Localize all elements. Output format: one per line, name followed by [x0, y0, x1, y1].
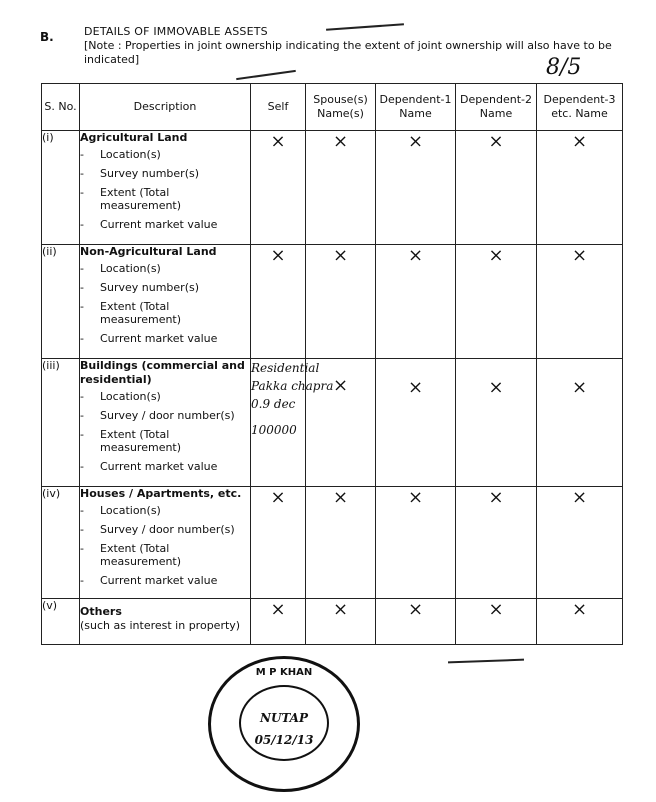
row-title: Others — [80, 605, 122, 618]
sub-item: - Extent (Total measurement) — [80, 186, 250, 212]
row-title: Houses / Apartments, etc. — [80, 487, 242, 500]
handwritten-line: Residential — [251, 361, 320, 375]
row-title: Non-Agricultural Land — [80, 245, 217, 258]
row-description — [80, 359, 251, 487]
dependent-1-cell: × — [376, 599, 456, 645]
sub-item: - Current market value — [80, 460, 250, 473]
sub-item: - Current market value — [80, 332, 250, 345]
seal-outer-text: M P KHAN — [255, 667, 313, 678]
sub-item: - Extent (Total measurement) — [80, 542, 250, 568]
handwritten-line: Pakka chapra — [251, 379, 334, 393]
dependent-1-cell: × — [376, 131, 456, 245]
dependent-3-cell: × — [537, 131, 623, 245]
dependent-1-cell: × — [376, 487, 456, 599]
section-letter: B. — [40, 30, 54, 44]
spouse-cell: × — [306, 131, 376, 245]
sub-item: - Survey / door number(s) — [80, 523, 250, 536]
dependent-2-cell: × — [456, 599, 537, 645]
handwritten-stroke — [326, 23, 404, 30]
sub-item: - Extent (Total measurement) — [80, 300, 250, 326]
header-dependent-2: Dependent-2 Name — [456, 84, 537, 131]
section-title: DETAILS OF IMMOVABLE ASSETS — [84, 25, 268, 38]
self-cell: × — [251, 487, 306, 599]
header-sno: S. No. — [42, 84, 80, 131]
table-row — [42, 359, 623, 487]
self-cell-handwritten — [251, 359, 334, 487]
spouse-cell: × — [306, 359, 376, 487]
table-row — [42, 131, 623, 245]
sub-item: - Location(s) — [80, 148, 250, 161]
sub-item: - Extent (Total measurement) — [80, 428, 250, 454]
row-number: (i) — [42, 131, 80, 245]
dependent-2-cell: × — [456, 487, 537, 599]
sub-item: - Survey number(s) — [80, 167, 250, 180]
official-seal — [208, 656, 360, 792]
sub-item: - Location(s) — [80, 504, 250, 517]
header-description: Description — [80, 84, 251, 131]
self-cell: × — [251, 599, 306, 645]
self-cell: × — [251, 245, 306, 359]
handwritten-line: 0.9 dec — [251, 397, 296, 411]
sub-item: - Current market value — [80, 218, 250, 231]
sub-item: - Survey number(s) — [80, 281, 250, 294]
dependent-2-cell: × — [456, 131, 537, 245]
dependent-2-cell: × — [456, 359, 537, 487]
dependent-3-cell: × — [537, 359, 623, 487]
dependent-3-cell: × — [537, 245, 623, 359]
seal-center-text: NUTAP — [259, 711, 309, 725]
row-title: Agricultural Land — [80, 131, 188, 144]
immovable-assets-table — [41, 83, 623, 645]
page-number-handwritten: 8/5 — [546, 55, 582, 80]
row-description — [80, 487, 251, 599]
spouse-cell: × — [306, 599, 376, 645]
spouse-cell: × — [306, 487, 376, 599]
row-subtitle: (such as interest in property) — [80, 619, 241, 632]
sub-item: - Location(s) — [80, 390, 250, 403]
row-number: (ii) — [42, 245, 80, 359]
handwritten-stroke — [448, 659, 524, 664]
table-row — [42, 487, 623, 599]
dependent-1-cell: × — [376, 245, 456, 359]
handwritten-arrow — [236, 70, 296, 80]
self-cell: × — [251, 131, 306, 245]
spouse-cell: × — [306, 245, 376, 359]
seal-date-text: 05/12/13 — [254, 733, 314, 747]
table-header-row — [42, 84, 623, 131]
row-number: (iii) — [42, 359, 80, 487]
row-title: Buildings (commercial and residential) — [80, 359, 245, 386]
header-spouse: Spouse(s) Name(s) — [306, 84, 376, 131]
dependent-3-cell: × — [537, 599, 623, 645]
dependent-1-cell: × — [376, 359, 456, 487]
sub-item: - Current market value — [80, 574, 250, 587]
row-description — [80, 599, 251, 645]
sub-item: - Location(s) — [80, 262, 250, 275]
header-self: Self — [251, 84, 306, 131]
header-dependent-3: Dependent-3 etc. Name — [537, 84, 623, 131]
handwritten-line: 100000 — [251, 423, 297, 437]
dependent-2-cell: × — [456, 245, 537, 359]
table-row — [42, 599, 623, 645]
dependent-3-cell: × — [537, 487, 623, 599]
header-dependent-1: Dependent-1 Name — [376, 84, 456, 131]
section-note: [Note : Properties in joint ownership indicating the extent of joint ownership will also have to be indicated] — [84, 39, 612, 66]
row-description — [80, 131, 251, 245]
row-number: (iv) — [42, 487, 80, 599]
row-description — [80, 245, 251, 359]
row-number: (v) — [42, 599, 80, 645]
table-row — [42, 245, 623, 359]
sub-item: - Survey / door number(s) — [80, 409, 250, 422]
